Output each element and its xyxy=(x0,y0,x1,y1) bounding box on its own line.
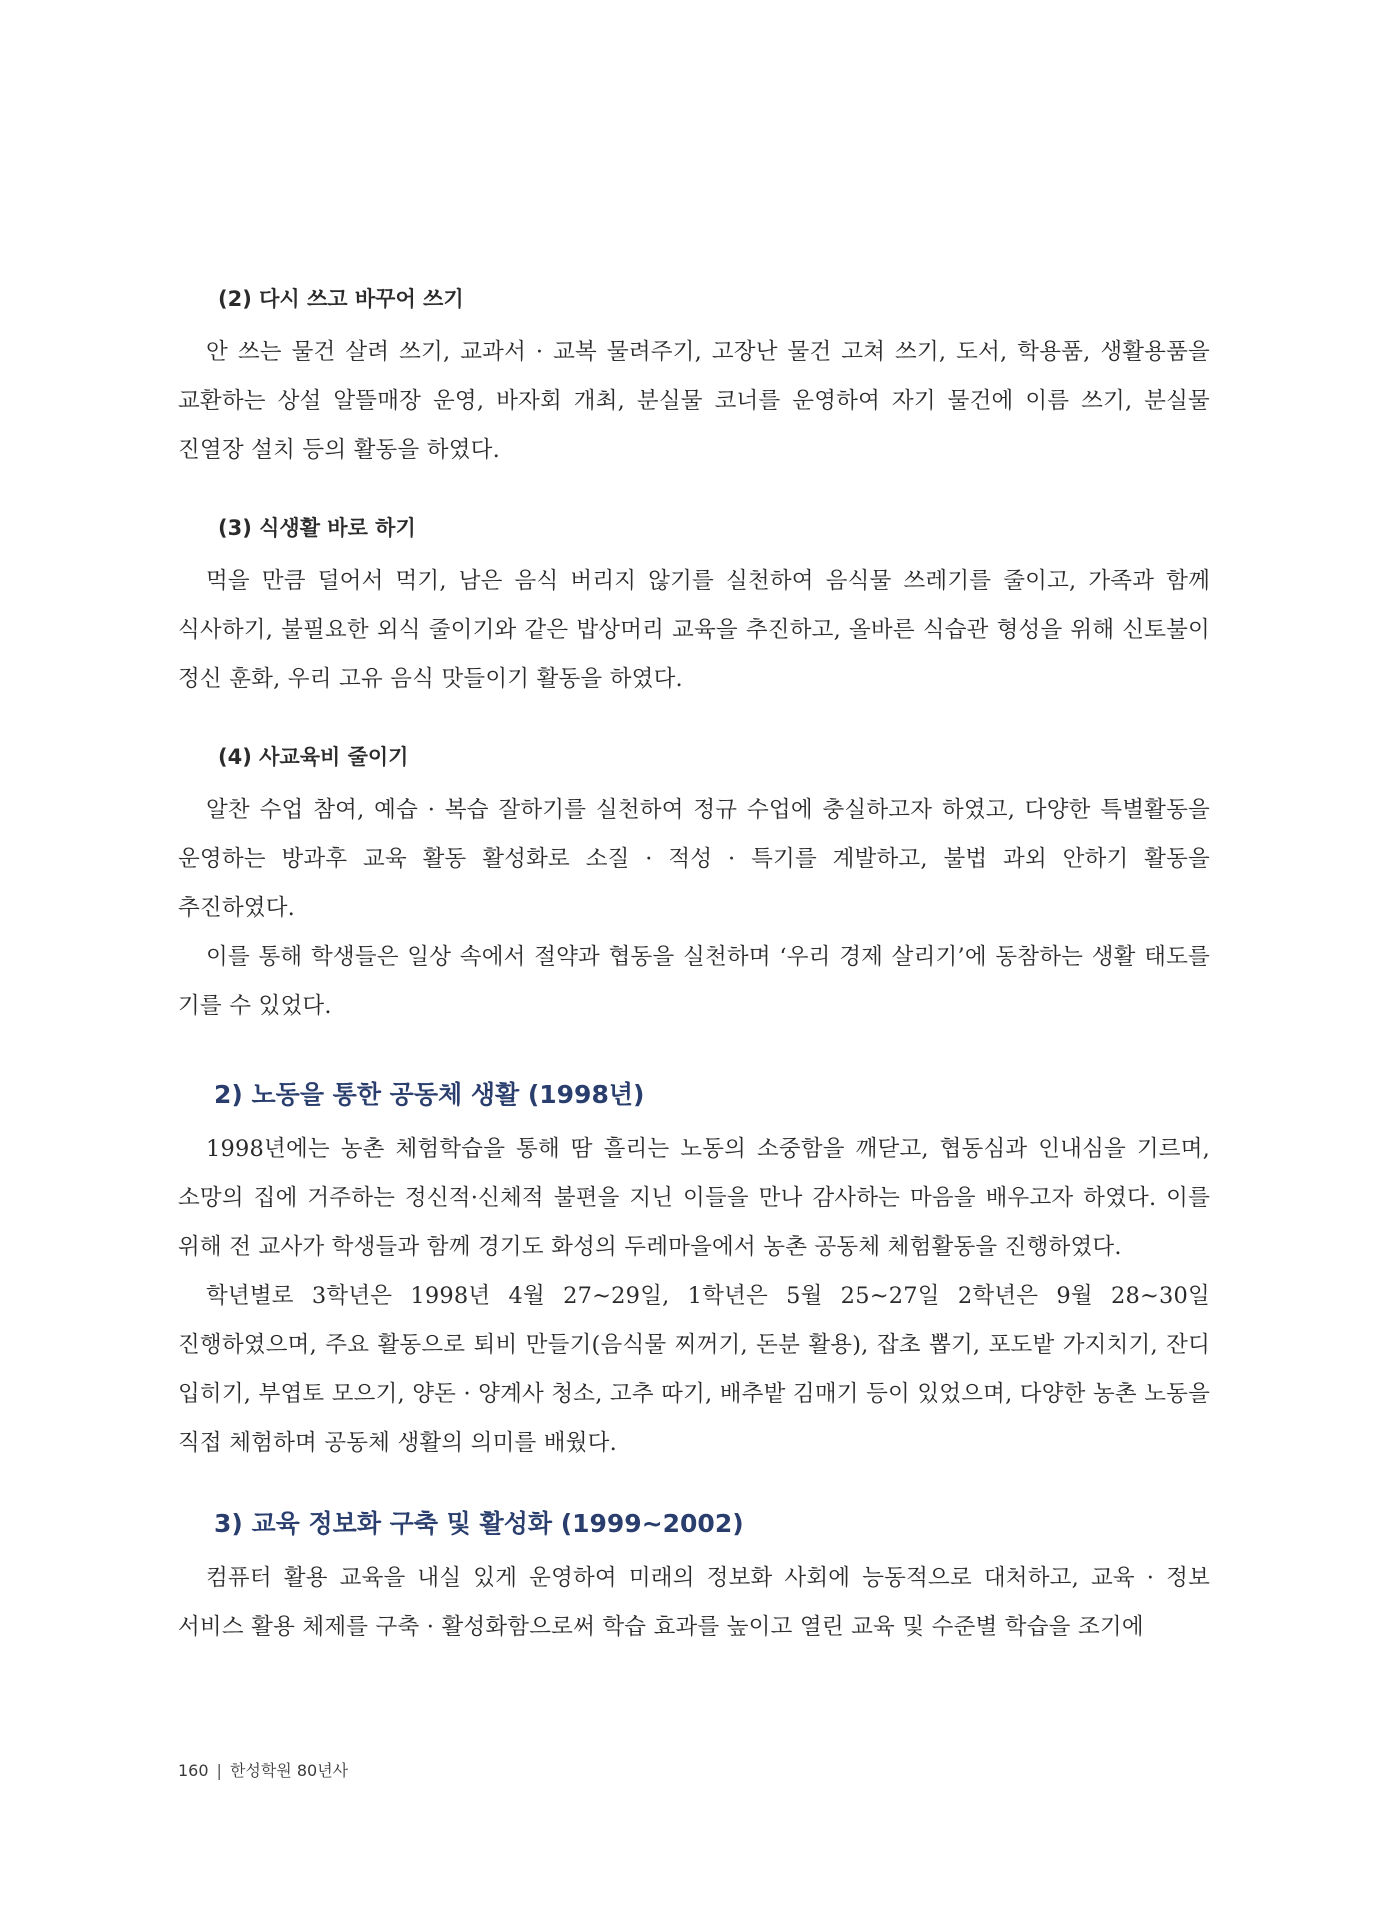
paragraph: 먹을 만큼 덜어서 먹기, 남은 음식 버리지 않기를 실천하여 음식물 쓰레기를 줄이고, 가족과 함께 식사하기, 불필요한 외식 줄이기와 같은 밥상머리 교육을 추진하고, 올바른 식습관 형성을 위해 신토불이 정신 훈화, 우리 고유 음식 맛들이기 활동을 하였다. xyxy=(178,568,1210,692)
footer-separator: | xyxy=(216,1761,222,1780)
paragraph: 1998년에는 농촌 체험학습을 통해 땀 흘리는 노동의 소중함을 깨닫고, 협동심과 인내심을 기르며, 소망의 집에 거주하는 정신적·신체적 불편을 지닌 이들을 만나 감사하는 마음을 배우고자 하였다. 이를 위해 전 교사가 학생들과 함께 경기도 화성의 두레마을에서 농촌 공동체 체험활동을 진행하였다. xyxy=(178,1136,1210,1260)
paragraph: 학년별로 3학년은 1998년 4월 27~29일, 1학년은 5월 25~27일 2학년은 9월 28~30일 진행하였으며, 주요 활동으로 퇴비 만들기(음식물 찌꺼기, 돈분 활용), 잡초 뽑기, 포도밭 가지치기, 잔디 입히기, 부엽토 모으기, 양돈 · 양계사 청소, 고추 따기, 배추밭 김매기 등이 있었으며, 다양한 농촌 노동을 직접 체험하며 공동체 생활의 의미를 배웠다. xyxy=(178,1283,1210,1456)
subsection-heading: (2) 다시 쓰고 바꾸어 쓰기 xyxy=(218,287,464,311)
page-content xyxy=(178,282,1210,1688)
section-heading: 3) 교육 정보화 구축 및 활성화 (1999~2002) xyxy=(214,1509,744,1538)
section-labor-community xyxy=(178,1075,1210,1468)
book-title: 한성학원 80년사 xyxy=(229,1761,349,1780)
section-education-informatization xyxy=(178,1504,1210,1652)
paragraph: 컴퓨터 활용 교육을 내실 있게 운영하여 미래의 정보화 사회에 능동적으로 대처하고, 교육 · 정보 서비스 활용 체제를 구축 · 활성화함으로써 학습 효과를 높이고 열린 교육 및 수준별 학습을 조기에 xyxy=(178,1565,1211,1640)
page-footer xyxy=(178,1758,348,1781)
paragraph: 알찬 수업 참여, 예습 · 복습 잘하기를 실천하여 정규 수업에 충실하고자 하였고, 다양한 특별활동을 운영하는 방과후 교육 활동 활성화로 소질 · 적성 · 특기를 계발하고, 불법 과외 안하기 활동을 추진하였다. xyxy=(178,797,1210,921)
page-number: 160 xyxy=(178,1761,209,1780)
section-heading: 2) 노동을 통한 공동체 생활 (1998년) xyxy=(214,1080,645,1109)
paragraph: 이를 통해 학생들은 일상 속에서 절약과 협동을 실천하며 ‘우리 경제 살리기’에 동참하는 생활 태도를 기를 수 있었다. xyxy=(178,944,1210,1019)
subsection-diet xyxy=(178,511,1210,704)
subsection-heading: (3) 식생활 바로 하기 xyxy=(218,516,416,540)
paragraph: 안 쓰는 물건 살려 쓰기, 교과서 · 교복 물려주기, 고장난 물건 고쳐 쓰기, 도서, 학용품, 생활용품을 교환하는 상설 알뜰매장 운영, 바자회 개최, 분실물 코너를 운영하여 자기 물건에 이름 쓰기, 분실물 진열장 설치 등의 활동을 하였다. xyxy=(178,339,1210,463)
subsection-heading: (4) 사교육비 줄이기 xyxy=(218,745,409,769)
subsection-reuse xyxy=(178,282,1210,475)
subsection-private-education xyxy=(178,740,1210,1031)
